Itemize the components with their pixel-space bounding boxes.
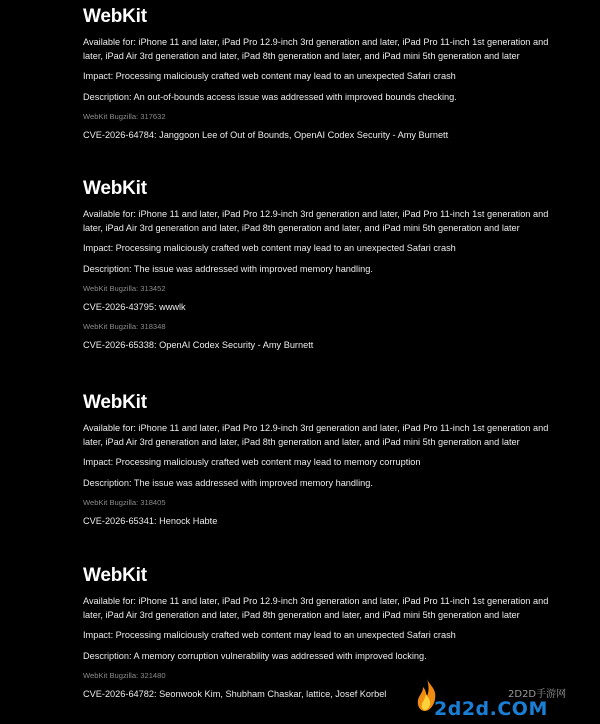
security-entry-webkit-3 <box>83 392 553 528</box>
available-for-text: Available for: iPhone 11 and later, iPad Pro 12.9-inch 3rd generation and later, iPad Pro 11-inch 1st generation and later, iPad Air 3rd generation and later, iPad 8th generation and later, and iPad mini 5th generation and later <box>83 37 549 61</box>
impact-text: Impact: Processing maliciously crafted web content may lead to an unexpected Safari crash <box>83 243 456 253</box>
bugzilla-id: WebKit Bugzilla: 321480 <box>83 671 166 680</box>
bugzilla-id: WebKit Bugzilla: 318405 <box>83 498 166 507</box>
cve-credit: CVE-2026-65341: Henock Habte <box>83 516 218 526</box>
security-entry-webkit-1 <box>83 6 553 142</box>
entry-title: WebKit <box>83 392 147 413</box>
site-watermark <box>412 676 600 724</box>
bugzilla-id: WebKit Bugzilla: 313452 <box>83 284 166 293</box>
cve-credit: CVE-2026-64784: Janggoon Lee of Out of Bounds, OpenAI Codex Security - Amy Burnett <box>83 130 449 140</box>
entry-title: WebKit <box>83 565 147 586</box>
entry-title: WebKit <box>83 178 147 199</box>
description-text: Description: An out-of-bounds access issue was addressed with improved bounds checking. <box>83 92 457 102</box>
description-text: Description: The issue was addressed with improved memory handling. <box>83 478 373 488</box>
cve-credit: CVE-2026-64782: Seonwook Kim, Shubham Chaskar, lattice, Josef Korbel <box>83 689 387 699</box>
impact-text: Impact: Processing maliciously crafted web content may lead to an unexpected Safari crash <box>83 71 456 81</box>
description-text: Description: A memory corruption vulnerability was addressed with improved locking. <box>83 651 427 661</box>
bugzilla-id: WebKit Bugzilla: 317632 <box>83 112 166 121</box>
impact-text: Impact: Processing maliciously crafted web content may lead to memory corruption <box>83 457 421 467</box>
description-text: Description: The issue was addressed with improved memory handling. <box>83 264 373 274</box>
available-for-text: Available for: iPhone 11 and later, iPad Pro 12.9-inch 3rd generation and later, iPad Pro 11-inch 1st generation and later, iPad Air 3rd generation and later, iPad 8th generation and later, and iPad mini 5th generation and later <box>83 596 549 620</box>
entry-title: WebKit <box>83 6 147 27</box>
watermark-url: 2d2d.COM <box>434 698 548 720</box>
cve-credit: CVE-2026-43795: wwwlk <box>83 302 186 312</box>
cve-credit: CVE-2026-65338: OpenAI Codex Security - Amy Burnett <box>83 340 314 350</box>
bugzilla-id: WebKit Bugzilla: 318348 <box>83 322 166 331</box>
security-entry-webkit-2 <box>83 178 553 352</box>
available-for-text: Available for: iPhone 11 and later, iPad Pro 12.9-inch 3rd generation and later, iPad Pro 11-inch 1st generation and later, iPad Air 3rd generation and later, iPad 8th generation and later, and iPad mini 5th generation and later <box>83 209 549 233</box>
impact-text: Impact: Processing maliciously crafted web content may lead to an unexpected Safari crash <box>83 630 456 640</box>
watermark-site-name: 2D2D手游网 <box>508 689 567 700</box>
available-for-text: Available for: iPhone 11 and later, iPad Pro 12.9-inch 3rd generation and later, iPad Pro 11-inch 1st generation and later, iPad Air 3rd generation and later, iPad 8th generation and later, and iPad mini 5th generation and later <box>83 423 549 447</box>
